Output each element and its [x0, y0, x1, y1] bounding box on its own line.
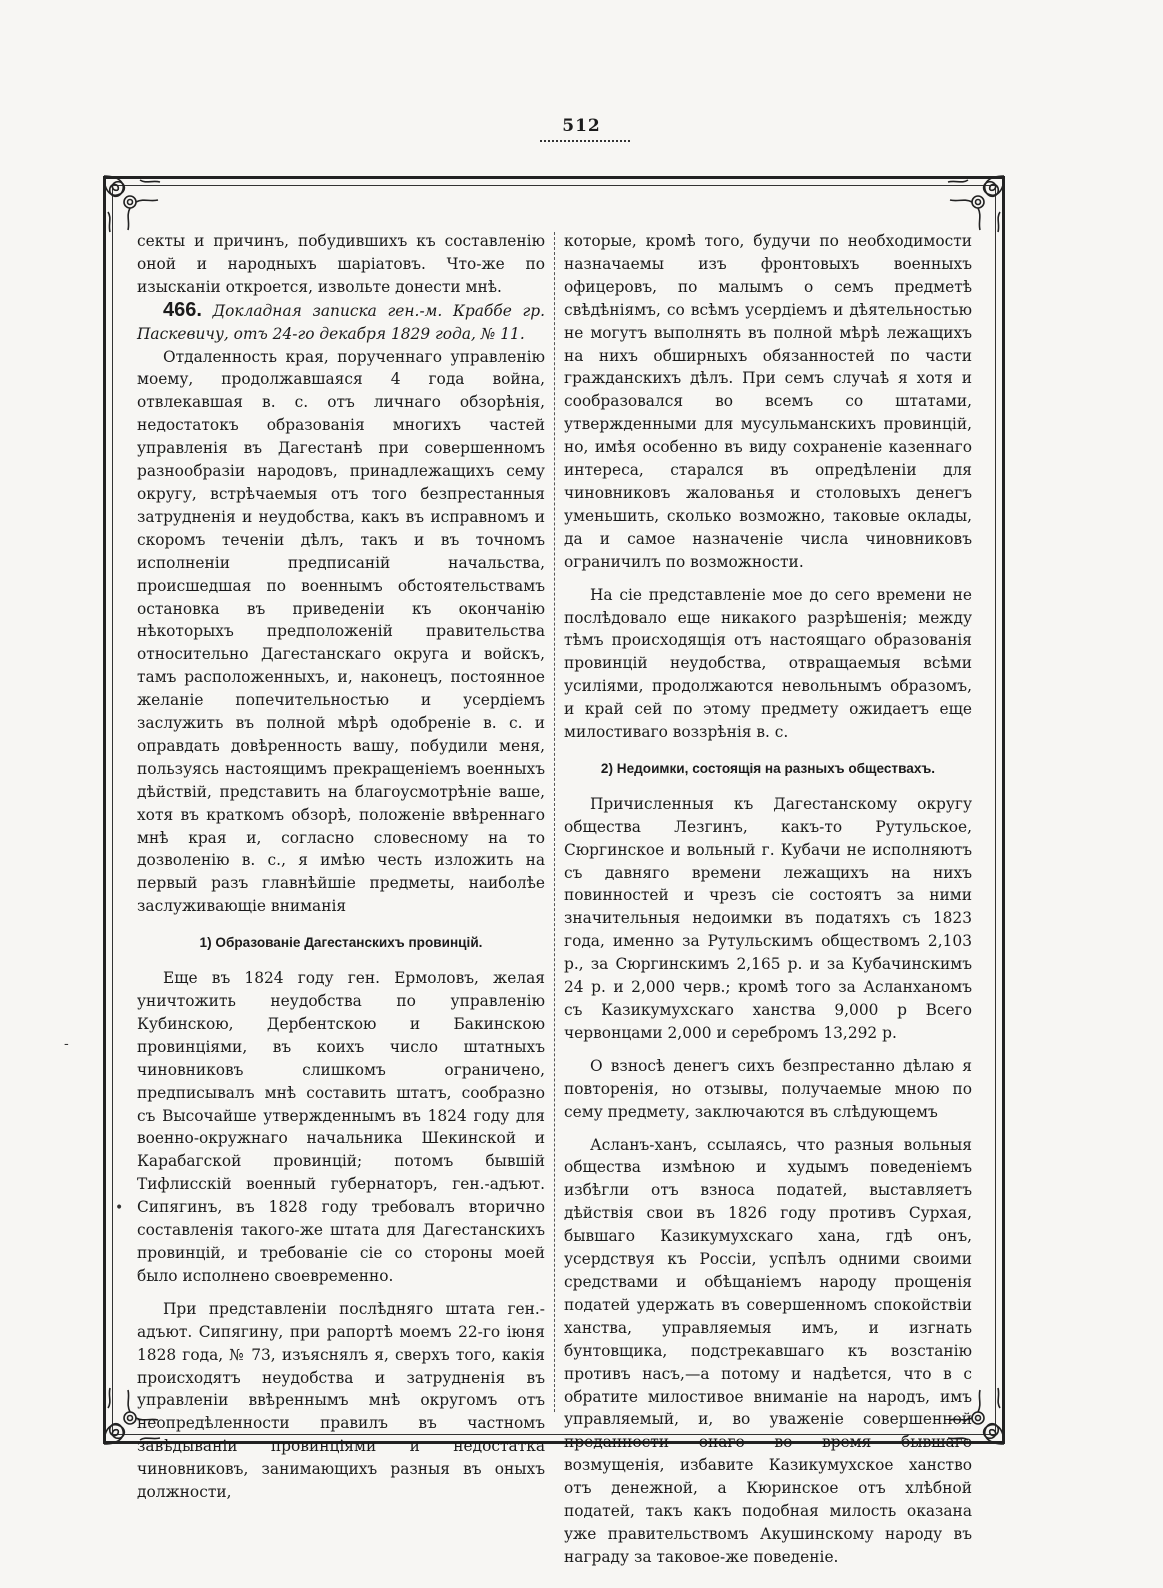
paragraph: Еще въ 1824 году ген. Ермоловъ, желая уничтожить неудобства по управленію Кубинскою, Дербентскою и Бакинскою провинціями, въ коихъ число штатныхъ чиновниковъ слишкомъ ограничено, предписывалъ мнѣ составить штатъ, сообразно съ Высочайше утвержденнымъ въ 1824 году для военно-окружнаго начальника Шекинской и Карабагской провинцій; потомъ бывшій Тифлисскій военный губернаторъ, ген.-адъют. Сипягинъ, въ 1828 году требовалъ вторично составленія такого-же штата для Дагестанскихъ провинцій, и требованіе сіе со стороны моей было исполнено своевременно. [137, 969, 545, 1285]
document-heading [137, 299, 545, 346]
page-number: 512 [562, 116, 601, 136]
column-divider [554, 232, 555, 1412]
paragraph: Причисленныя къ Дагестанскому округу общества Лезгинъ, какъ-то Рутульское, Сюргинское и вольный г. Кубачи не исполняютъ съ давняго времени лежащихъ на нихъ повинностей и чрезъ сіе состоятъ за ними значительныя недоимки въ податяхъ съ 1823 года, именно за Рутульскимъ обществомъ 2,103 р., за Сюргинскимъ 2,165 р. и за Кубачинскимъ 24 р. и 2,000 черв.; кромѣ того за Асланханомъ съ Казикумухскаго ханства 9,000 р Всего червонцами 2,000 и серебромъ 13,292 р. [564, 794, 972, 1042]
paragraph: На сіе представленіе мое до сего времени не послѣдовало еще никакого разрѣшенія; между тѣмъ происходящія отъ настоящаго образованія провинцій неудобства, отвращаемыя всѣми усиліями, продолжаются невольнымъ образомъ, и край сей по этому предмету ожидаетъ еще милостиваго воззрѣнія в. с. [564, 585, 972, 742]
section-heading: 1) Образованіе Дагестанскихъ провинцій. [199, 935, 483, 951]
margin-mark: • [115, 1200, 124, 1216]
paragraph: При представленіи послѣдняго штата ген.-адъют. Сипягину, при рапортѣ моемъ 22-го іюня 1828 года, № 73, изъяснялъ я, сверхъ того, какія происходятъ неудобства и затрудненія въ управленіи ввѣреннымъ мнѣ округомъ отъ неопредѣленности правилъ въ частномъ завѣдываніи провинціями и недостатка чиновниковъ, занимающихъ разныя въ оныхъ должности, [137, 1299, 545, 1502]
intro-text: секты и причинъ, побудившихъ къ составленію оной и народныхъ шаріатовъ. Что-же по изысканіи откроется, извольте донести мнѣ. [137, 232, 545, 296]
document-title: Докладная записка ген.-м. Краббе гр. Паскевичу, отъ 24-го декабря 1829 года, № 11. [137, 301, 545, 343]
paragraph: которые, кромѣ того, будучи по необходимости назначаемы изъ фронтовыхъ военныхъ офицеровъ, по малымъ о семъ предметѣ свѣдѣніямъ, со всѣмъ усердіемъ и дѣятельностью не могутъ выполнять въ полной мѣрѣ лежащихъ на нихъ обширныхъ обязанностей по части гражданскихъ дѣлъ. При семъ случаѣ я хотя и сообразовался во всемъ со штатами, утвержденными для мусульманскихъ провинцій, но, имѣя особенно въ виду сохраненіе казеннаго интереса, старался въ опредѣленіи для чиновниковъ жалованья и столовыхъ денегъ уменьшить, сколько возможно, таковые оклады, да и самое назначеніе числа чиновниковъ ограничилъ по возможности. [564, 232, 972, 571]
right-column [564, 230, 972, 1569]
corner-ornament-icon [944, 172, 1008, 236]
corner-ornament-icon [100, 172, 164, 236]
left-column [137, 230, 545, 1504]
margin-mark: - [64, 1036, 69, 1052]
paragraph: О взносѣ денегъ сихъ безпрестанно дѣлаю я повторенія, но отзывы, получаемые мною по сему предмету, заключаются въ слѣдующемъ [564, 1056, 972, 1121]
paragraph: Асланъ-ханъ, ссылаясь, что разныя вольныя общества измѣною и худымъ поведеніемъ избѣгли отъ взноса податей, выставляетъ дѣйствія свои въ 1826 году противъ Сурхая, бывшаго Казикумухскаго хана, гдѣ онъ, усердствуя къ Россіи, успѣлъ одними своими средствами и обѣщаніемъ народу прощенія податей удержать въ совершенномъ спокойствіи ханства, управляемыя имъ, и изгнать бунтовщика, подстрекавшаго къ возстанію противъ насъ,—а потому и надѣется, что в с обратите милостивое вниманіе на народъ, имъ управляемый, и, во уваженіе совершенной преданности онаго во время бывшаго возмущенія, избавите Казикумухское ханство отъ денежной, а Кюринское отъ хлѣбной податей, такъ какъ подобная милость оказана уже правительствомъ Акушинскому народу въ награду за таковое-же поведеніе. [564, 1135, 972, 1566]
section-heading: 2) Недоимки, состоящія на разныхъ обществахъ. [600, 760, 936, 776]
page-number-underline [540, 140, 630, 142]
paragraph: Отдаленность края, порученнаго управленію моему, продолжавшаяся 4 года война, отвлекавшая в. с. отъ личнаго обзорѣнія, недостатокъ образованія многихъ частей управленія въ Дагестанѣ при совершенномъ разнообразіи народовъ, принадлежащихъ сему округу, встрѣчаемыя отъ того безпрестанныя затрудненія и неудобства, какъ въ исправномъ и скоромъ теченіи дѣлъ, такъ и въ точномъ исполненіи предписаній начальства, происшедшая по военнымъ обстоятельствамъ остановка въ приведеніи къ окончанію нѣкоторыхъ предположеній правительства относительно Дагестанскаго округа и войскъ, тамъ расположенныхъ, и, наконецъ, постоянное желаніе попечительностью и усердіемъ заслужить въ полной мѣрѣ одобреніе в. с. и оправдать довѣренность вашу, побудили меня, пользуясь настоящимъ прекращеніемъ военныхъ дѣйствій, представить на благоусмотрѣніе ваше, хотя въ краткомъ обзорѣ, положеніе ввѣреннаго мнѣ края и, согласно словесному на то дозволенію в. с., я имѣю честь изложить на первый разъ главнѣйшіе предметы, наиболѣе заслуживающіе вниманія [137, 347, 545, 916]
document-number: 466. [163, 298, 202, 321]
